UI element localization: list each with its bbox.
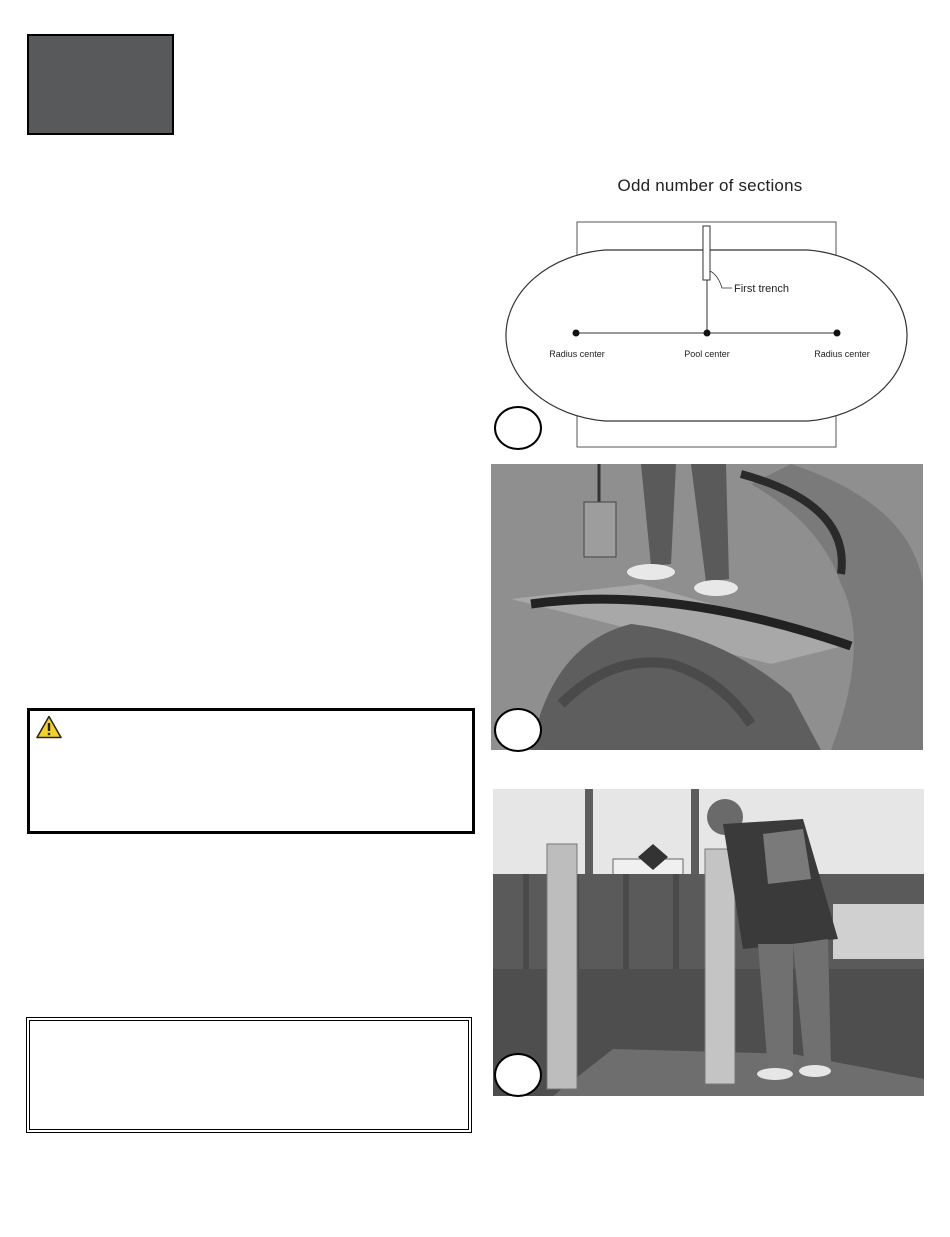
radius-center-left-point [573,330,580,337]
post-installation-photo [493,789,924,1096]
pool-center-point [704,330,711,337]
step-marker-2 [494,708,542,752]
step-marker-1 [494,406,542,450]
radius-center-right-label: Radius center [814,349,870,359]
warning-box [27,708,475,834]
diagram-title: Odd number of sections [617,176,803,195]
step-marker-3 [494,1053,542,1097]
first-trench-label: First trench [734,283,790,295]
pool-layout-diagram [490,215,930,455]
warning-triangle-icon [36,715,62,739]
trench-digging-photo [491,464,923,750]
radius-center-right-point [834,330,841,337]
first-trench-marker [703,226,710,280]
section-header-box [27,34,174,135]
pool-center-label: Pool center [684,349,730,359]
note-box-inner-border [29,1020,469,1130]
radius-center-left-label: Radius center [549,349,605,359]
note-box [26,1017,472,1133]
